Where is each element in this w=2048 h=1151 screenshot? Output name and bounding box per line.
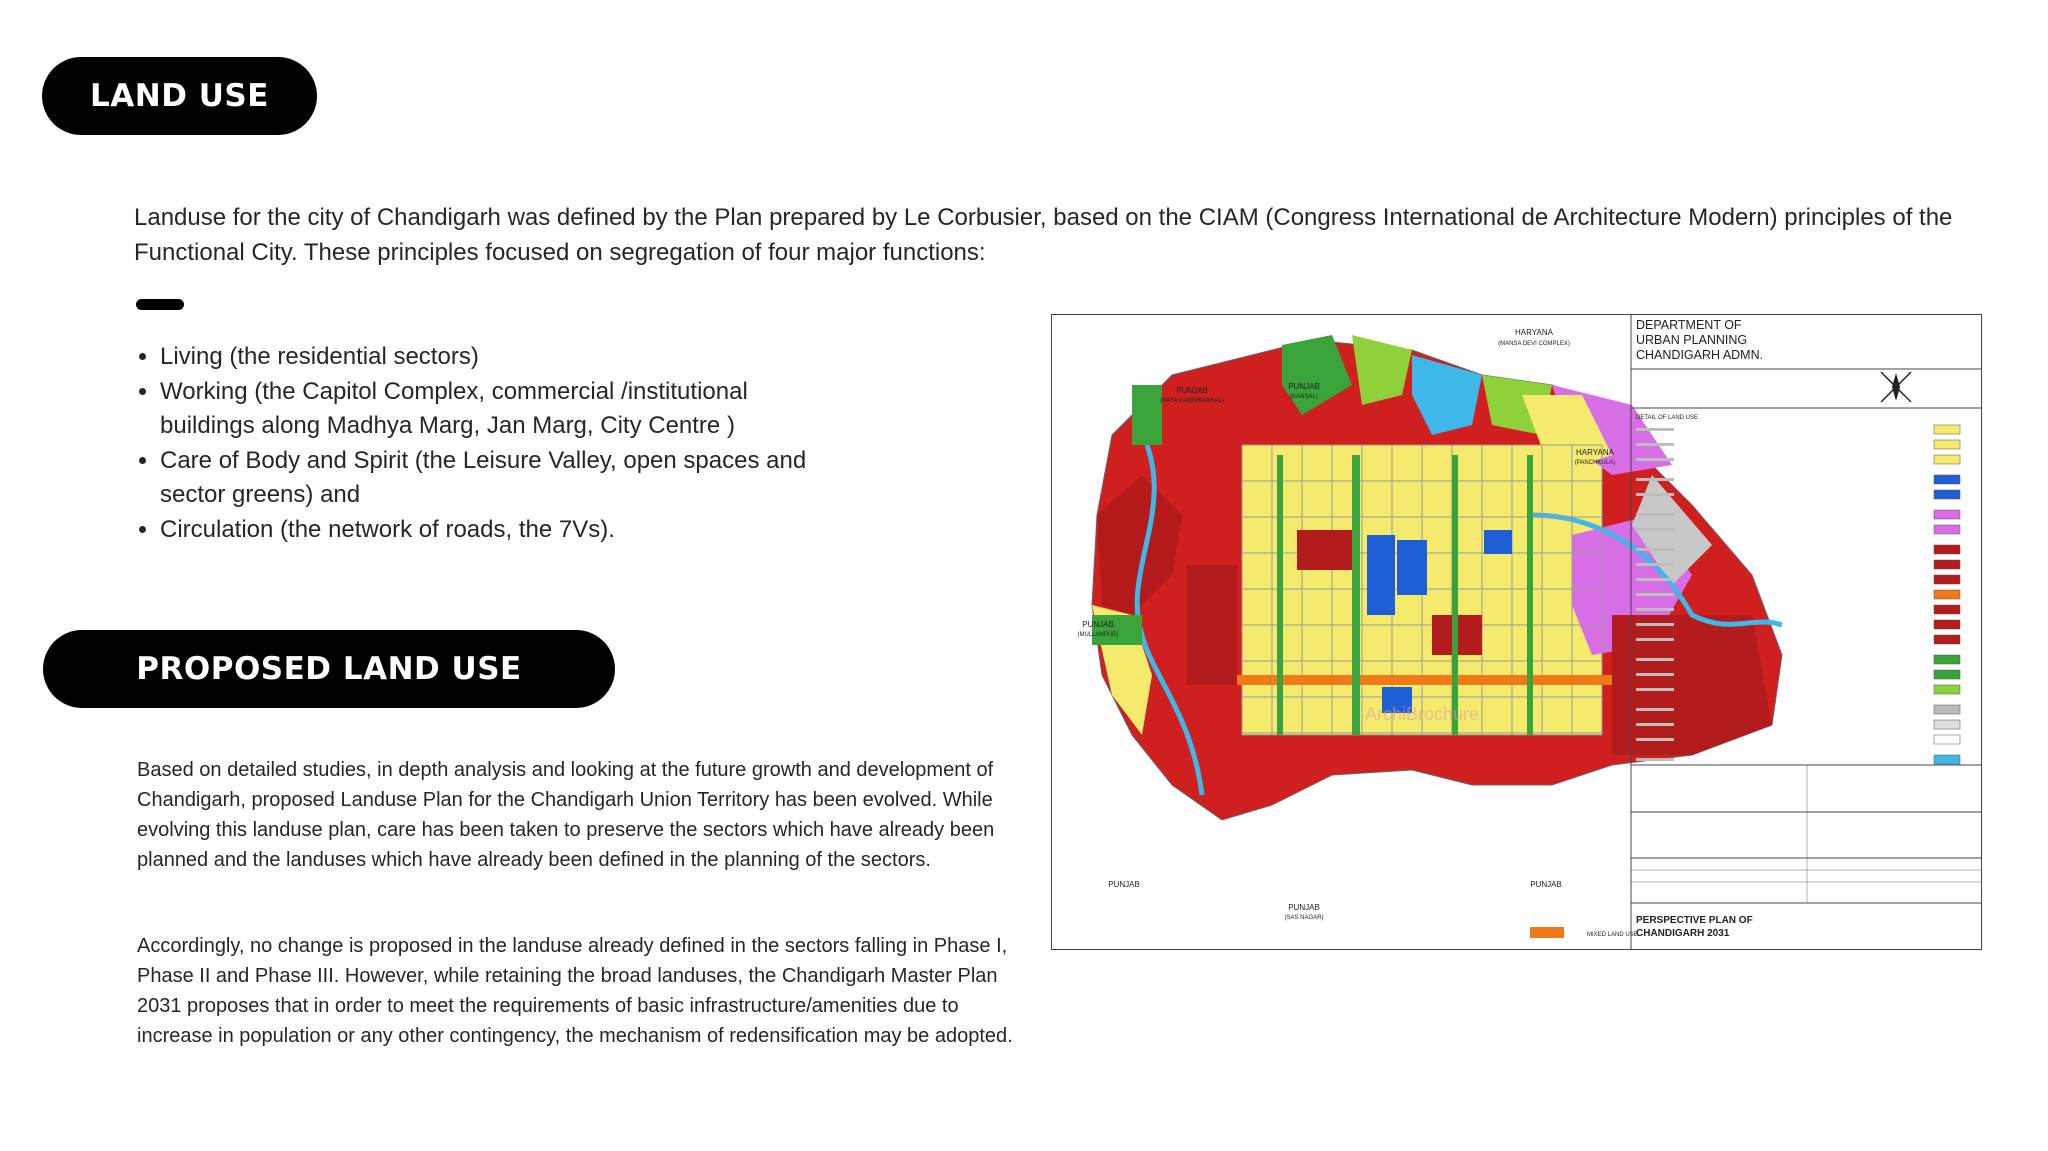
legend-title: DETAIL OF LAND USE [1636,415,1699,421]
function-list [134,340,820,547]
plan-title-line-1: PERSPECTIVE PLAN OF [1636,915,1753,926]
list-item: • Working (the Capitol Complex, commercial /institutional buildings along Madhya Marg, Jan Marg, City Centre ) [160,375,820,444]
legend-swatch [1934,490,1960,499]
legend-entry-text [1636,658,1674,661]
legend-swatch [1934,735,1960,744]
legend-swatch [1934,545,1960,554]
label-haryana-top: HARYANA [1515,328,1553,337]
legend-swatch [1934,425,1960,434]
plan-title-line-2: CHANDIGARH 2031 [1636,928,1730,939]
label-punjab-n: PUNJAB [1288,382,1320,391]
land-use-map [1051,314,1982,950]
legend-entry-text [1636,443,1674,446]
mixed-use-label: MIXED LAND USE [1587,932,1638,938]
legend-swatch [1934,455,1960,464]
legend-swatch [1934,705,1960,714]
legend-entry-text [1636,758,1674,761]
legend-entry-text [1636,708,1674,711]
legend-entry-text [1636,593,1674,596]
label-punjab-sw: PUNJAB [1108,880,1140,889]
watermark: ArchiBrochure [1364,704,1480,724]
label-punjab-se: PUNJAB [1530,880,1562,889]
legend-entry-text [1636,623,1674,626]
legend-entry-text [1636,673,1674,676]
legend-swatch [1934,685,1960,694]
legend-swatch [1934,635,1960,644]
legend-swatch [1934,560,1960,569]
mixed-use-swatch [1530,927,1564,938]
label-punjab-w-sub: (MULLANPUR) [1077,632,1119,638]
legend-swatch [1934,620,1960,629]
legend-swatch [1934,525,1960,534]
label-punjab-s-sub: (SAS NAGAR) [1284,915,1324,921]
legend-swatch [1934,590,1960,599]
proposed-paragraph-2: Accordingly, no change is proposed in the landuse already defined in the sectors falling in Phase I, Phase II and Phase III. However, while retaining the broad landuses, the Chandigarh Master Plan 2031 proposes that in order to meet the requirements of basic infrastructure/amenities due to increase in population or any other contingency, the mechanism of redensification may be adopted. [137,935,1013,1047]
legend-entry-text [1636,638,1674,641]
proposed-land-use-heading: PROPOSED LAND USE [43,630,615,708]
legend-entry-text [1636,513,1674,516]
legend-swatch [1934,720,1960,729]
proposed-paragraph-1: Based on detailed studies, in depth analysis and looking at the future growth and development of Chandigarh, proposed Landuse Plan for the Chandigarh Union Territory has been evolved. While evolving this landuse plan, care has been taken to preserve the sectors which have already been planned and the landuses which have already been defined in the planning of the sectors. [137,759,995,871]
list-item: • Care of Body and Spirit (the Leisure Valley, open spaces and sector greens) and [160,444,820,513]
legend-entry-text [1636,578,1674,581]
label-haryana-e: HARYANA [1576,448,1614,457]
legend-swatch [1934,440,1960,449]
legend-swatch [1934,575,1960,584]
legend-entry-text [1636,548,1674,551]
legend-entry-text [1636,528,1674,531]
legend-swatch [1934,605,1960,614]
intro-paragraph: Landuse for the city of Chandigarh was defined by the Plan prepared by Le Corbusier, based on the CIAM (Congress International de Architecture Modern) principles of the Functional City. These principles focused on segregation of four major functions: [134,204,1953,266]
legend-swatch [1934,510,1960,519]
legend-swatch [1934,755,1960,764]
label-haryana-top-sub: (MANSA DEVI COMPLEX) [1498,341,1570,347]
list-item: • Living (the residential sectors) [160,340,820,375]
department-line-3: CHANDIGARH ADMN. [1636,348,1764,362]
department-line-2: URBAN PLANNING [1636,333,1748,347]
legend-entry-text [1636,723,1674,726]
legend-swatch [1934,655,1960,664]
list-item: • Circulation (the network of roads, the 7Vs). [160,513,820,548]
legend-swatch [1934,475,1960,484]
label-haryana-e-sub: (PANCHKULA) [1574,460,1616,466]
legend-swatch [1934,670,1960,679]
label-punjab-w: PUNJAB [1082,620,1114,629]
legend-entry-text [1636,478,1674,481]
legend-entry-text [1636,493,1674,496]
department-line-1: DEPARTMENT OF [1636,318,1742,332]
map-svg [1052,315,1981,949]
legend-entry-text [1636,458,1674,461]
legend-entry-text [1636,688,1674,691]
legend-entry-text [1636,563,1674,566]
label-punjab-n-sub: (KANSAL) [1290,394,1318,400]
label-punjab-s: PUNJAB [1288,903,1320,912]
legend-entry-text [1636,608,1674,611]
legend-entry-text [1636,738,1674,741]
label-punjab-nw-sub: (NAYA GAON/KANSAL) [1160,398,1224,404]
label-punjab-nw: PUNJAB [1176,386,1208,395]
divider-dash [136,299,184,310]
north-arrow-icon [1881,372,1911,402]
legend-entry-text [1636,428,1674,431]
land-use-heading: LAND USE [42,57,317,135]
